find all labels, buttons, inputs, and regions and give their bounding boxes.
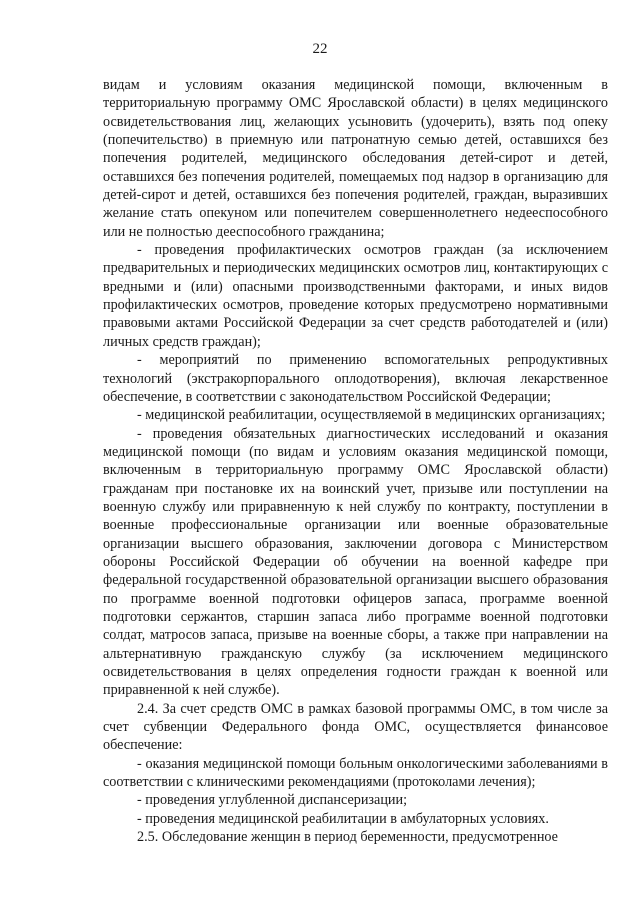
list-item: - проведения углубленной диспансеризации; xyxy=(137,792,408,809)
section-paragraph: 2.4. За счет средств ОМС в рамках базовой программы ОМС, в том числе за счет субвенции Федерального фонда ОМС, осуществляется финансовое обеспечение: xyxy=(103,700,608,754)
list-item: - медицинской реабилитации, осуществляемой в медицинских организациях; xyxy=(137,407,606,424)
list-item: - мероприятий по применению вспомогательных репродуктивных технологий (экстракорпорального оплодотворения), включая лекарственное обеспечение, в соответствии с законодательством Российской Федерации; xyxy=(103,352,608,405)
list-item: - проведения медицинской реабилитации в амбулаторных условиях. xyxy=(137,810,549,827)
list-item: - оказания медицинской помощи больным онкологическими заболеваниями в соответствии с клиническими рекомендациями (протоколами лечения); xyxy=(103,755,608,791)
paragraph: видам и условиям оказания медицинской помощи, включенным в территориальную программу ОМС Ярославской области) в целях медицинского освидетельствования лиц, желающих усыновить (удочерить), взять под опеку (попечительство) в приемную или патронатную семью детей, оставшихся без попечения родителей, медицинского обследования детей-сирот и детей, оставшихся без попечения родителей, помещаемых под надзор в организацию для детей-сирот и детей, оставшихся без попечения родителей, граждан, выразивших желание стать опекуном или попечителем совершеннолетнего недееспособного или не полностью дееспособного гражданина; xyxy=(103,77,608,240)
page-number: 22 xyxy=(312,41,328,57)
list-item: - проведения профилактических осмотров граждан (за исключением предварительных и периодических медицинских осмотров лиц, контактирующих с вредными и (или) опасными производственными факторами, и иных видов профилактических осмотров, проведение которых предусмотрено нормативными правовыми актами Российской Федерации за счет средств работодателей и (или) личных средств граждан); xyxy=(103,242,608,350)
section-paragraph: 2.5. Обследование женщин в период беременности, предусмотренное xyxy=(137,829,558,846)
list-item: - проведения обязательных диагностических исследований и оказания медицинской помощи (по видам и условиям оказания медицинской помощи, включенным в территориальную программу ОМС Ярославской области) гражданам при постановке их на воинский учет, призыве или поступлении на военную службу или приравненную к ней службу по контракту, поступлении в военные профессиональные организации или военные образовательные организации высшего образования, заключении договора с Министерством обороны Российской Федерации об обучении на военной кафедре при федеральной государственной образовательной организации высшего образования по программе военной подготовки офицеров запаса, программе военной подготовки сержантов, старшин запаса либо программе военной подготовки солдат, матросов запаса, призыве на военные сборы, а также при направлении на альтернативную гражданскую службу (за исключением медицинского освидетельствования в целях определения годности граждан к военной или приравненной к ней службе). xyxy=(103,425,608,699)
document-body xyxy=(103,76,608,846)
